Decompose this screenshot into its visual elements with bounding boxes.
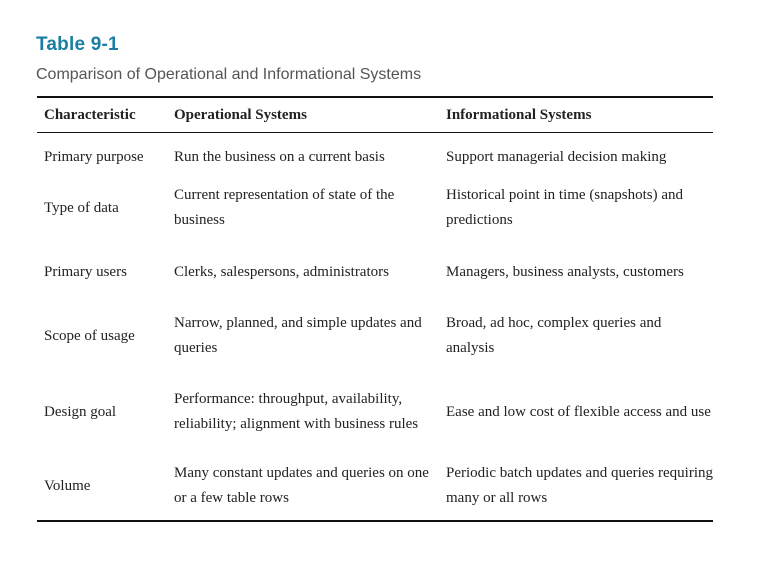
cell-operational: Run the business on a current basis (174, 149, 385, 165)
cell-informational: Ease and low cost of flexible access and use (446, 403, 711, 420)
cell-characteristic: Primary users (44, 263, 127, 280)
cell-characteristic: Volume (44, 477, 91, 494)
header-informational-systems: Informational Systems (446, 106, 592, 123)
cell-characteristic: Type of data (44, 199, 119, 216)
cell-operational: Narrow, planned, and simple updates and queries (174, 315, 422, 356)
table-caption: Comparison of Operational and Informational Systems (36, 66, 422, 83)
cell-informational: Periodic batch updates and queries requiring many or all rows (446, 465, 713, 506)
cell-operational: Many constant updates and queries on one or a few table rows (174, 465, 429, 506)
table-number: Table 9-1 (36, 34, 119, 55)
header-row (37, 97, 713, 133)
table-row-primary-purpose (37, 133, 713, 179)
table-row-volume (37, 458, 713, 521)
header-operational-systems: Operational Systems (174, 106, 307, 123)
cell-characteristic: Scope of usage (44, 327, 135, 344)
table-body (37, 133, 713, 522)
table-header (37, 97, 713, 133)
table-row-type-of-data (37, 178, 713, 238)
cell-informational: Broad, ad hoc, complex queries and analysis (446, 315, 662, 356)
cell-operational: Current representation of state of the business (174, 187, 395, 228)
header-characteristic: Characteristic (44, 106, 136, 123)
cell-informational: Historical point in time (snapshots) and predictions (446, 187, 684, 228)
cell-characteristic: Design goal (44, 403, 117, 420)
cell-informational: Support managerial decision making (446, 149, 667, 165)
cell-characteristic: Primary purpose (44, 149, 144, 165)
cell-operational: Clerks, salespersons, administrators (174, 263, 389, 280)
cell-operational: Performance: throughput, availability, reliability; alignment with business rules (174, 391, 419, 432)
table-row-scope-of-usage (37, 306, 713, 366)
cell-informational: Managers, business analysts, customers (446, 263, 684, 280)
table-row-design-goal (37, 366, 713, 458)
table-row-primary-users (37, 238, 713, 306)
comparison-table (37, 96, 713, 522)
